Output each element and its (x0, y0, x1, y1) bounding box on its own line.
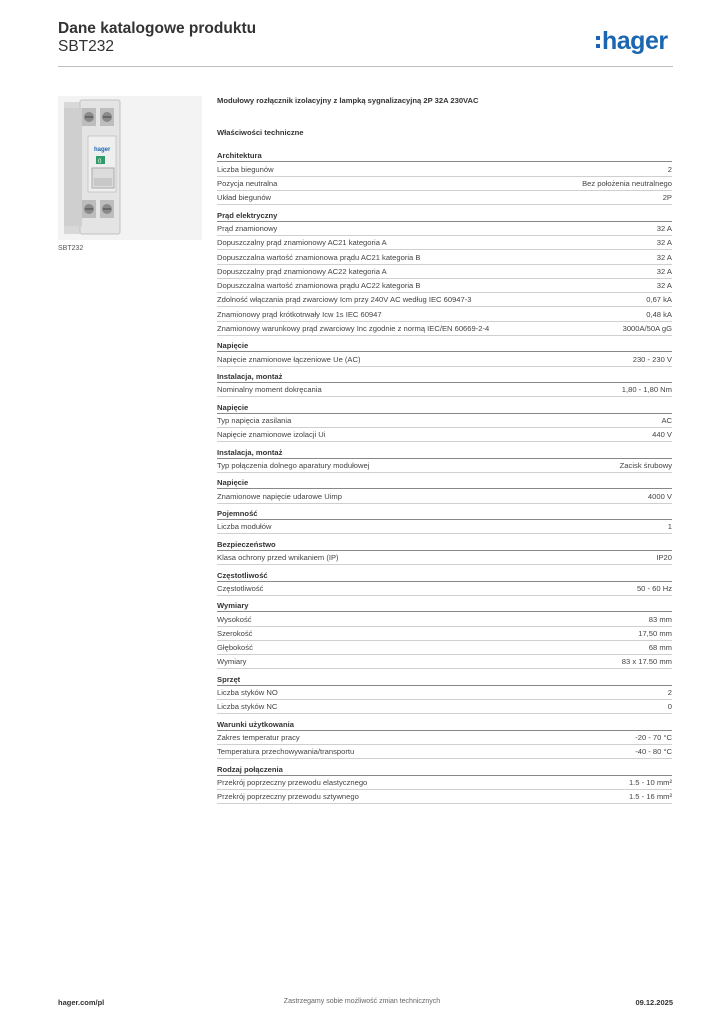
section-title: Pojemność (217, 509, 672, 520)
spec-label: Dopuszczalna wartość znamionowa prądu AC21 kategoria B (217, 252, 421, 262)
spec-label: Liczba biegunów (217, 164, 274, 174)
spec-label: Klasa ochrony przed wnikaniem (IP) (217, 553, 339, 563)
spec-value: 32 A (656, 252, 672, 262)
spec-row (217, 627, 672, 641)
spec-label: Liczba styków NC (217, 702, 278, 712)
spec-label: Prąd znamionowy (217, 223, 278, 233)
spec-label: Liczba modułów (217, 522, 272, 532)
spec-row (217, 322, 672, 336)
spec-section (217, 675, 672, 715)
spec-section (217, 720, 672, 760)
spec-label: Zdolność włączania prąd zwarciowy Icm przy 240V AC według IEC 60947-3 (217, 295, 472, 305)
spec-value: 32 A (656, 238, 672, 248)
spec-row (217, 582, 672, 596)
section-title: Napięcie (217, 478, 672, 489)
spec-label: Wysokość (217, 614, 252, 624)
spec-value: IP20 (656, 553, 672, 563)
spec-value: 0,67 kA (646, 295, 672, 305)
spec-value: 68 mm (648, 643, 672, 653)
footer-date: 09.12.2025 (635, 998, 673, 1007)
spec-label: Dopuszczalny prąd znamionowy AC22 kategoria A (217, 266, 387, 276)
spec-value: AC (661, 416, 672, 426)
spec-row (217, 191, 672, 205)
spec-row (217, 293, 672, 307)
spec-value: 2P (662, 193, 672, 203)
spec-row (217, 700, 672, 714)
spec-row (217, 236, 672, 250)
spec-label: Częstotliwość (217, 583, 264, 593)
spec-value: 440 V (652, 430, 672, 440)
spec-label: Znamionowy prąd krótkotrwały Icw 1s IEC 60947 (217, 309, 382, 319)
product-description: Modułowy rozłącznik izolacyjny z lampką sygnalizacyjną 2P 32A 230VAC (217, 96, 479, 105)
spec-label: Pozycja neutralna (217, 178, 278, 188)
spec-value: 2 (667, 164, 672, 174)
spec-row (217, 731, 672, 745)
spec-row (217, 790, 672, 804)
spec-row (217, 250, 672, 264)
spec-row (217, 279, 672, 293)
spec-value: 32 A (656, 266, 672, 276)
spec-row (217, 222, 672, 236)
header-divider (58, 66, 673, 67)
spec-value: 32 A (656, 223, 672, 233)
spec-label: Szerokość (217, 628, 253, 638)
section-title: Bezpieczeństwo (217, 540, 672, 551)
spec-label: Wymiary (217, 657, 247, 667)
spec-label: Zakres temperatur pracy (217, 733, 300, 743)
section-title: Napięcie (217, 403, 672, 414)
spec-row (217, 612, 672, 626)
spec-value: 1 (667, 522, 672, 532)
spec-label: Temperatura przechowywania/transportu (217, 747, 355, 757)
spec-value: 83 x 17.50 mm (621, 657, 672, 667)
spec-row (217, 352, 672, 366)
spec-section (217, 341, 672, 366)
product-image (58, 96, 202, 240)
spec-label: Głębokość (217, 643, 253, 653)
spec-value: 1.5 - 10 mm² (628, 778, 672, 788)
spec-row (217, 520, 672, 534)
spec-section (217, 211, 672, 336)
spec-value: 83 mm (648, 614, 672, 624)
spec-row (217, 641, 672, 655)
spec-row (217, 414, 672, 428)
footer-website-link[interactable]: hager.com/pl (58, 998, 105, 1007)
spec-label: Napięcie znamionowe łączeniowe Ue (AC) (217, 354, 361, 364)
spec-section (217, 601, 672, 669)
spec-section (217, 478, 672, 503)
section-title: Wymiary (217, 601, 672, 612)
spec-value: 50 - 60 Hz (636, 583, 672, 593)
spec-row (217, 551, 672, 565)
spec-value: 0,48 kA (646, 309, 672, 319)
spec-row (217, 265, 672, 279)
section-title: Sprzęt (217, 675, 672, 686)
spec-section (217, 571, 672, 596)
spec-value: 32 A (656, 281, 672, 291)
spec-row (217, 655, 672, 669)
spec-label: Typ połączenia dolnego aparatury modułowej (217, 461, 370, 471)
section-title: Napięcie (217, 341, 672, 352)
spec-section (217, 765, 672, 805)
indicator-text: 0 (98, 159, 102, 165)
footer-disclaimer: Zastrzegamy sobie możliwość zmian technicznych (283, 998, 441, 1005)
section-title: Warunki użytkowania (217, 720, 672, 731)
device-brand-label: hager (94, 147, 111, 153)
spec-value: 230 - 230 V (632, 354, 672, 364)
spec-label: Nominalny moment dokręcania (217, 385, 322, 395)
spec-section (217, 540, 672, 565)
spec-value: -40 - 80 °C (635, 747, 672, 757)
spec-value: Bez położenia neutralnego (582, 178, 672, 188)
spec-value: 1,80 - 1,80 Nm (621, 385, 672, 395)
spec-row (217, 745, 672, 759)
section-title: Częstotliwość (217, 571, 672, 582)
spec-row (217, 428, 672, 442)
section-title: Prąd elektryczny (217, 211, 672, 222)
spec-label: Liczba styków NO (217, 688, 278, 698)
spec-row (217, 307, 672, 321)
spec-section (217, 403, 672, 443)
spec-label: Znamionowy warunkowy prąd zwarciowy Inc zgodnie z normą IEC/EN 60669-2-4 (217, 324, 490, 334)
spec-label: Układ biegunów (217, 193, 272, 203)
properties-heading: Właściwości techniczne (217, 128, 304, 137)
product-code: SBT232 (58, 38, 115, 55)
logo-dots-icon (596, 36, 600, 48)
spec-value: 0 (667, 702, 672, 712)
section-title: Rodzaj połączenia (217, 765, 672, 776)
spec-row (217, 459, 672, 473)
section-title: Instalacja, montaż (217, 448, 672, 459)
spec-label: Typ napięcia zasilania (217, 416, 292, 426)
spec-value: 1.5 - 16 mm² (628, 792, 672, 802)
logo-wordmark: hager (602, 26, 668, 55)
spec-label: Dopuszczalny prąd znamionowy AC21 kategoria A (217, 238, 387, 248)
spec-row (217, 177, 672, 191)
spec-value: 17,50 mm (638, 628, 672, 638)
spec-value: 2 (667, 688, 672, 698)
section-title: Instalacja, montaż (217, 372, 672, 383)
spec-label: Przekrój poprzeczny przewodu elastycznego (217, 778, 368, 788)
spec-section (217, 151, 672, 205)
spec-value: -20 - 70 °C (635, 733, 672, 743)
section-title: Architektura (217, 151, 672, 162)
spec-row (217, 776, 672, 790)
page-title: Dane katalogowe produktu (58, 20, 257, 37)
spec-section (217, 509, 672, 534)
spec-value: Zacisk śrubowy (619, 461, 672, 471)
spec-sections (217, 151, 672, 804)
spec-label: Napięcie znamionowe izolacji Ui (217, 430, 326, 440)
spec-label: Przekrój poprzeczny przewodu sztywnego (217, 792, 359, 802)
spec-label: Dopuszczalna wartość znamionowa prądu AC22 kategoria B (217, 281, 421, 291)
spec-section (217, 372, 672, 397)
spec-section (217, 448, 672, 473)
spec-value: 3000A/50A gG (622, 324, 672, 334)
product-image-caption: SBT232 (58, 245, 84, 252)
spec-content (217, 96, 672, 804)
spec-row (217, 383, 672, 397)
spec-label: Znamionowe napięcie udarowe Uimp (217, 491, 342, 501)
spec-row (217, 489, 672, 503)
hager-logo (596, 27, 668, 55)
spec-value: 4000 V (647, 491, 672, 501)
spec-row (217, 162, 672, 176)
spec-row (217, 686, 672, 700)
